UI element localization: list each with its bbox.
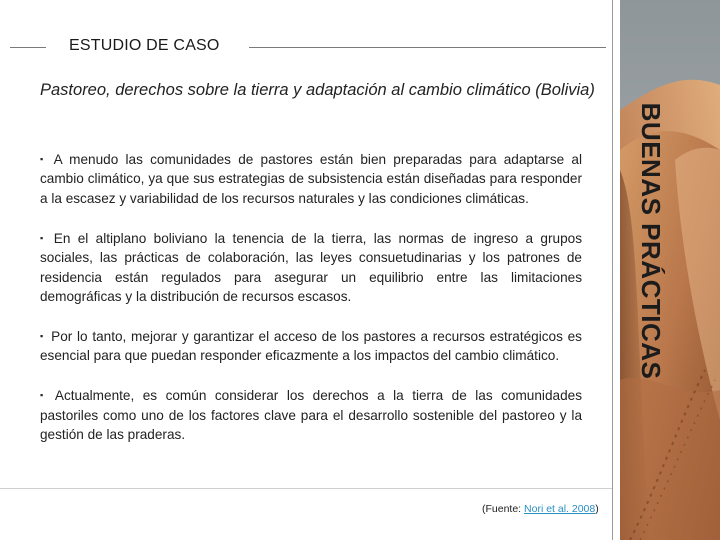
bullet-item xyxy=(40,386,582,444)
source-suffix: ) xyxy=(595,503,599,515)
section-title: ESTUDIO DE CASO xyxy=(69,37,220,54)
bullet-text: En el altiplano boliviano la tenencia de la tierra, las normas de ingreso a grupos sociales, las prácticas de colaboración, las leyes consuetudinarias y los patrones de residencia están regulados para asegurar un equilibrio entre las limitaciones demográficas y la distribución de recursos escasos. xyxy=(40,230,582,305)
source-citation-link[interactable]: Nori et al. 2008 xyxy=(524,503,596,515)
bullet-list xyxy=(40,150,582,445)
bullet-text: A menudo las comunidades de pastores están bien preparadas para adaptarse al cambio climático, ya que sus estrategias de subsistencia están diseñadas para responder a la escasez y variabilidad de los recursos naturales y las condiciones climáticas. xyxy=(40,152,582,206)
side-panel-label: BUENAS PRÁCTICAS xyxy=(636,102,666,380)
bullet-text: Actualmente, es común considerar los derechos a la tierra de las comunidades pastoriles como uno de los factores clave para el desarrollo sostenible del pastoreo y la gestión de las praderas. xyxy=(40,388,582,443)
bullet-item xyxy=(40,327,582,366)
bullet-marker-icon: ▪ xyxy=(40,390,48,401)
bullet-marker-icon: ▪ xyxy=(40,154,47,164)
bullet-item xyxy=(40,229,582,307)
footer-rule xyxy=(0,488,612,489)
header-rule-right xyxy=(249,47,606,48)
bullet-marker-icon: ▪ xyxy=(40,331,45,342)
case-study-title: Pastoreo, derechos sobre la tierra y adaptación al cambio climático (Bolivia) xyxy=(40,81,595,99)
bullet-text: Por lo tanto, mejorar y garantizar el acceso de los pastores a recursos estratégicos es esencial para que puedan responder eficazmente a los impactos del cambio climático. xyxy=(40,329,582,364)
panel-divider xyxy=(612,0,613,540)
source-prefix: (Fuente: xyxy=(482,503,525,515)
bullet-item xyxy=(40,150,582,208)
header-rule-left xyxy=(10,47,46,48)
bullet-marker-icon: ▪ xyxy=(40,232,47,243)
source-note xyxy=(482,503,599,515)
